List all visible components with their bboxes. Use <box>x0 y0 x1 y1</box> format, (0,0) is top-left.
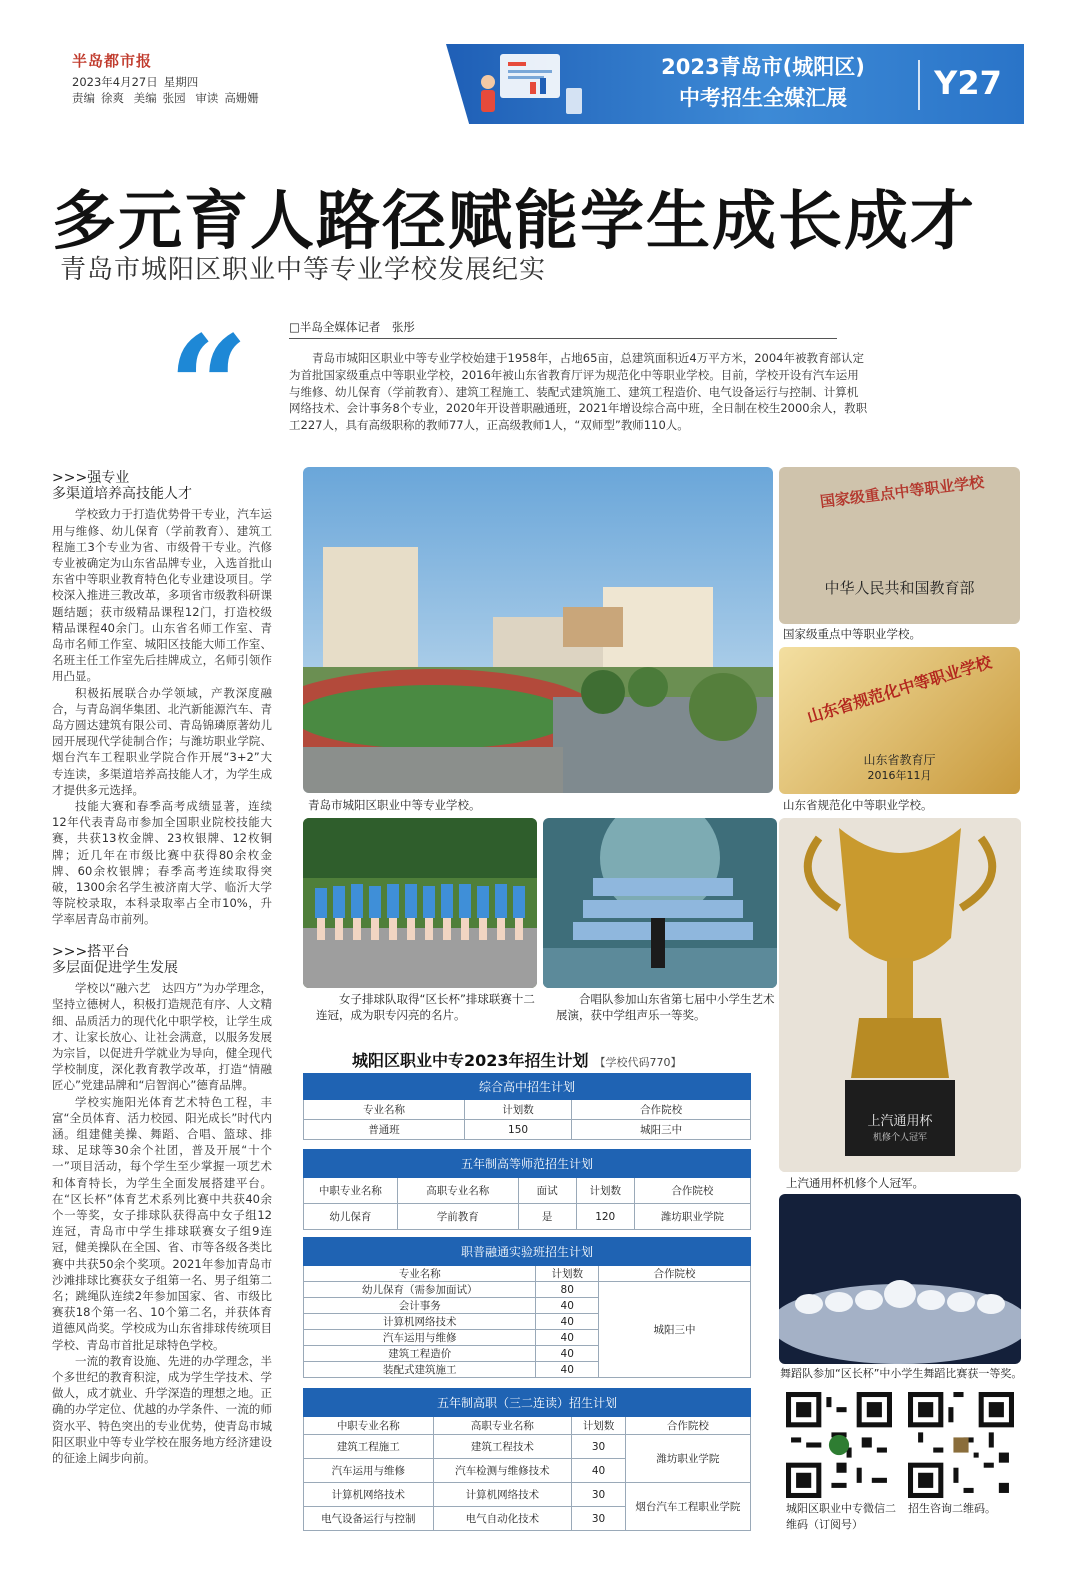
table-cell: 汽车运用与维修 <box>304 1459 434 1483</box>
table-header: 合作院校 <box>572 1100 751 1120</box>
section2-paragraph: 学校以“融六艺 达四方”为办学理念，坚持立德树人，积极打造规范有序、人文精细、品质活力的现代化中职学校，让学生成才、让家长放心、让社会满意，以服务发展为宗旨，以促进升学就业为导向，健全现代学校制度，深化教育教学改革，打造“情融匠心”党建品牌和“启智润心”德育品牌。 <box>52 981 272 1093</box>
plaque2-text: 山东省规范化中等职业学校 <box>804 652 994 727</box>
table-cell: 城阳三中 <box>572 1120 751 1140</box>
table-header: 计划数 <box>572 1417 626 1435</box>
table-cell: 计算机网络技术 <box>304 1314 536 1330</box>
table-header: 合作院校 <box>599 1266 751 1282</box>
table-header: 中职专业名称 <box>304 1178 398 1204</box>
plaque2-date: 2016年11月 <box>867 769 932 782</box>
plaque1-caption: 国家级重点中等职业学校。 <box>783 627 921 641</box>
table-cell: 建筑工程造价 <box>304 1346 536 1362</box>
table-header: 高职专业名称 <box>433 1417 572 1435</box>
table-cell: 会计事务 <box>304 1298 536 1314</box>
trophy-photo <box>779 818 1021 1172</box>
issue-weekday: 星期四 <box>163 75 199 89</box>
enrollment-qr-code[interactable] <box>908 1392 1014 1498</box>
table-cell: 计算机网络技术 <box>304 1483 434 1507</box>
editor-label: 责编 <box>72 91 95 105</box>
table-cell: 40 <box>536 1362 599 1378</box>
table-cell: 80 <box>536 1282 599 1298</box>
table-cell: 学前教育 <box>397 1204 518 1230</box>
banner-line1: 2023青岛市(城阳区) <box>661 55 865 79</box>
quote-mark-icon: “ <box>168 306 249 470</box>
left-column <box>52 468 272 1466</box>
section1-paragraph: 积极拓展联合办学领域，产教深度融合，与青岛润华集团、北汽新能源汽车、青岛方圆达建筑有限公司、青岛锦璘原著幼儿园开展现代学徒制合作；与潍坊职业学院、烟台汽车工程职业学院合作开展“3+2”大专连读，多渠道培养高技能人才，为学生成才提供多元选择。 <box>52 685 272 797</box>
byline: □半岛全媒体记者 张彤 <box>289 319 837 339</box>
choir-photo <box>543 818 777 988</box>
table-cell: 幼儿保育 <box>304 1204 398 1230</box>
dance-photo <box>779 1194 1021 1364</box>
plaque1-text: 国家级重点中等职业学校 <box>819 473 986 511</box>
table-cell: 潍坊职业学院 <box>634 1204 750 1230</box>
table-title: 五年制高等师范招生计划 <box>304 1150 751 1178</box>
trophy-caption: 上汽通用杯机修个人冠军。 <box>786 1176 924 1190</box>
article-subhead: 青岛市城阳区职业中等专业学校发展纪实 <box>60 255 547 285</box>
table-cell: 30 <box>572 1435 626 1459</box>
plaque2-org: 山东省教育厅 <box>863 753 936 767</box>
editor-name: 徐爽 <box>101 91 124 105</box>
plan-table-integration <box>303 1237 751 1378</box>
table-cell-partner: 潍坊职业学院 <box>625 1435 750 1483</box>
newspaper-logo: 半岛都市报 <box>72 52 153 70</box>
banner-title <box>628 52 898 114</box>
plaque-national-photo <box>779 467 1020 624</box>
issue-meta <box>72 74 265 106</box>
wechat-qr-caption: 城阳区职业中专微信二维码（订阅号） <box>786 1502 896 1531</box>
table-header: 高职专业名称 <box>397 1178 518 1204</box>
plan-school-code: 【学校代码770】 <box>594 1056 682 1069</box>
table-header: 计划数 <box>576 1178 634 1204</box>
table-header: 合作院校 <box>625 1417 750 1435</box>
table-header: 专业名称 <box>304 1100 465 1120</box>
section2-paragraph: 一流的教育设施、先进的办学理念，半个多世纪的教育积淀，成为学生学技术、学做人，成才就业、升学深造的理想之地。正确的办学定位、优越的办学条件、一流的师资水平、特色突出的专业优势，使青岛市城阳区职业中等专业学校在服务地方经济建设的征途上阔步向前。 <box>52 1353 272 1465</box>
table-cell: 30 <box>572 1483 626 1507</box>
table-cell: 汽车检测与维修技术 <box>433 1459 572 1483</box>
table-header: 合作院校 <box>634 1178 750 1204</box>
table-title: 职普融通实验班招生计划 <box>304 1238 751 1266</box>
volleyball-caption: 女子排球队取得“区长杯”排球联赛十二连冠，成为职专闪亮的名片。 <box>316 992 535 1022</box>
designer-name: 张园 <box>162 91 186 105</box>
volleyball-team-photo <box>303 818 537 988</box>
section1-paragraph: 学校致力于打造优势骨干专业，汽车运用与维修、幼儿保育（学前教育）、建筑工程施工3个专业为省、市级骨干专业。汽修专业被确定为山东省品牌专业，入选首批山东省中等职业教育特色化专业建设项目。学校深入推进三教改革，多项省市级教科研课题结题；获市级精品课程12门，打造校级精品课程40余门。山东省名师工作室、青岛市名师工作室、城阳区技能大师工作室、名班主任工作室先后挂牌成立，名师引领作用凸显。 <box>52 507 272 684</box>
plaque2-caption: 山东省规范化中等职业学校。 <box>783 798 933 812</box>
table-cell: 汽车运用与维修 <box>304 1330 536 1346</box>
banner-divider <box>918 60 920 110</box>
table-title: 五年制高职（三二连读）招生计划 <box>304 1389 751 1417</box>
table-header: 计划数 <box>464 1100 571 1120</box>
plan-table-five-year <box>303 1388 751 1531</box>
section1-paragraph: 技能大赛和春季高考成绩显著，连续12年代表青岛市参加全国职业院校技能大赛，共获13枚金牌、23枚银牌、12枚铜牌；近几年在市级比赛中获得80余枚金牌、60余枚银牌；春季高考连续取得突破，1300余名学生被济南大学、临沂大学等院校录取，本科录取率占全市10%，升学率居青岛市前列。 <box>52 799 272 927</box>
table-cell: 建筑工程施工 <box>304 1435 434 1459</box>
wechat-qr-code[interactable] <box>786 1392 892 1498</box>
section2-heading: >>>搭平台 <box>52 943 130 960</box>
table-cell: 装配式建筑施工 <box>304 1362 536 1378</box>
choir-caption: 合唱队参加山东省第七届中小学生艺术展演，获中学组声乐一等奖。 <box>556 992 775 1022</box>
trophy-plate-sub: 机修个人冠军 <box>872 1133 927 1143</box>
table-cell: 40 <box>536 1330 599 1346</box>
page-number: Y27 <box>934 64 1002 102</box>
reviewer-label: 审读 <box>195 91 219 105</box>
section1-subheading: 多渠道培养高技能人才 <box>52 486 192 503</box>
table-cell: 150 <box>464 1120 571 1140</box>
section2-paragraph: 学校实施阳光体育艺术特色工程，丰富“全员体育、活力校园、阳光成长”时代内涵。组建健美操、舞蹈、合唱、篮球、排球、足球等30余个社团，普及开展“十个一”项目活动，每个学生至少掌握一项艺术和体育特长，为学生全面发展搭建平台。在“区长杯”体育艺术系列比赛中共获40余个一等奖，女子排球队获得高中女子组12连冠，青岛市中学生排球联赛女子组9连冠，健美操队在全国、省、市等各级各类比赛中共获50余个奖项。2021年参加青岛市沙滩排球比赛获女子组第一名、男子组第二名；跳绳队连续2年参加国家、省、市级比赛获18个第一名、10个第二名，并获体育道德风尚奖。学校成为山东省排球传统项目学校、青岛市首批足球特色学校。 <box>52 1094 272 1352</box>
plan-title <box>352 1048 682 1071</box>
table-header: 计划数 <box>536 1266 599 1282</box>
plaque1-org: 中华人民共和国教育部 <box>824 579 975 597</box>
table-header: 面试 <box>518 1178 576 1204</box>
article-headline: 多元育人路径赋能学生成长成才 <box>52 185 976 259</box>
campus-photo <box>303 467 773 793</box>
plan-title-text: 城阳区职业中专2023年招生计划 <box>352 1051 589 1070</box>
designer-label: 美编 <box>133 91 157 105</box>
section1-heading: >>>强专业 <box>52 470 130 486</box>
table-cell: 电气自动化技术 <box>433 1507 572 1531</box>
section2-subheading: 多层面促进学生发展 <box>52 959 178 976</box>
banner-line2: 中考招生全媒汇展 <box>679 86 847 110</box>
table-header: 中职专业名称 <box>304 1417 434 1435</box>
table-cell: 普通班 <box>304 1120 465 1140</box>
table-title: 综合高中招生计划 <box>304 1074 751 1100</box>
table-cell: 40 <box>536 1298 599 1314</box>
table-cell: 电气设备运行与控制 <box>304 1507 434 1531</box>
campus-caption: 青岛市城阳区职业中等专业学校。 <box>308 798 481 812</box>
plan-table-normal-school <box>303 1149 751 1230</box>
table-cell: 40 <box>536 1346 599 1362</box>
table-cell: 建筑工程技术 <box>433 1435 572 1459</box>
plan-table-comprehensive <box>303 1073 751 1140</box>
article-intro: 青岛市城阳区职业中等专业学校始建于1958年，占地65亩，总建筑面积近4万平方米，2004年被教育部认定为首批国家级重点中等职业学校，2016年被山东省教育厅评为规范化中等职业学校。目前，学校开设有汽车运用与维修、幼儿保育（学前教育）、建筑工程施工、装配式建筑施工、建筑工程造价、电气设备运行与控制、计算机网络技术、会计事务8个专业，2020年开设普职融通班，2021年增设综合高中班，全日制在校生2000余人，教职工227人，具有高级职称的教师77人，正高级教师1人，“双师型”教师110人。 <box>289 351 868 433</box>
plaque-provincial-photo <box>779 647 1020 794</box>
dance-caption: 舞蹈队参加“区长杯”中小学生舞蹈比赛获一等奖。 <box>780 1367 1023 1380</box>
table-cell: 40 <box>572 1459 626 1483</box>
table-cell-partner: 烟台汽车工程职业学院 <box>625 1483 750 1531</box>
table-cell: 幼儿保育（需参加面试） <box>304 1282 536 1298</box>
banner-illustration <box>470 48 590 120</box>
enrollment-qr-caption: 招生咨询二维码。 <box>908 1502 996 1515</box>
reviewer-name: 高姗姗 <box>224 91 259 105</box>
table-header: 专业名称 <box>304 1266 536 1282</box>
table-cell: 40 <box>536 1314 599 1330</box>
table-cell: 是 <box>518 1204 576 1230</box>
table-cell: 30 <box>572 1507 626 1531</box>
table-cell-partner: 城阳三中 <box>599 1282 751 1378</box>
trophy-plate-text: 上汽通用杯 <box>867 1114 933 1129</box>
table-cell: 计算机网络技术 <box>433 1483 572 1507</box>
issue-date: 2023年4月27日 <box>72 75 158 89</box>
table-cell: 120 <box>576 1204 634 1230</box>
